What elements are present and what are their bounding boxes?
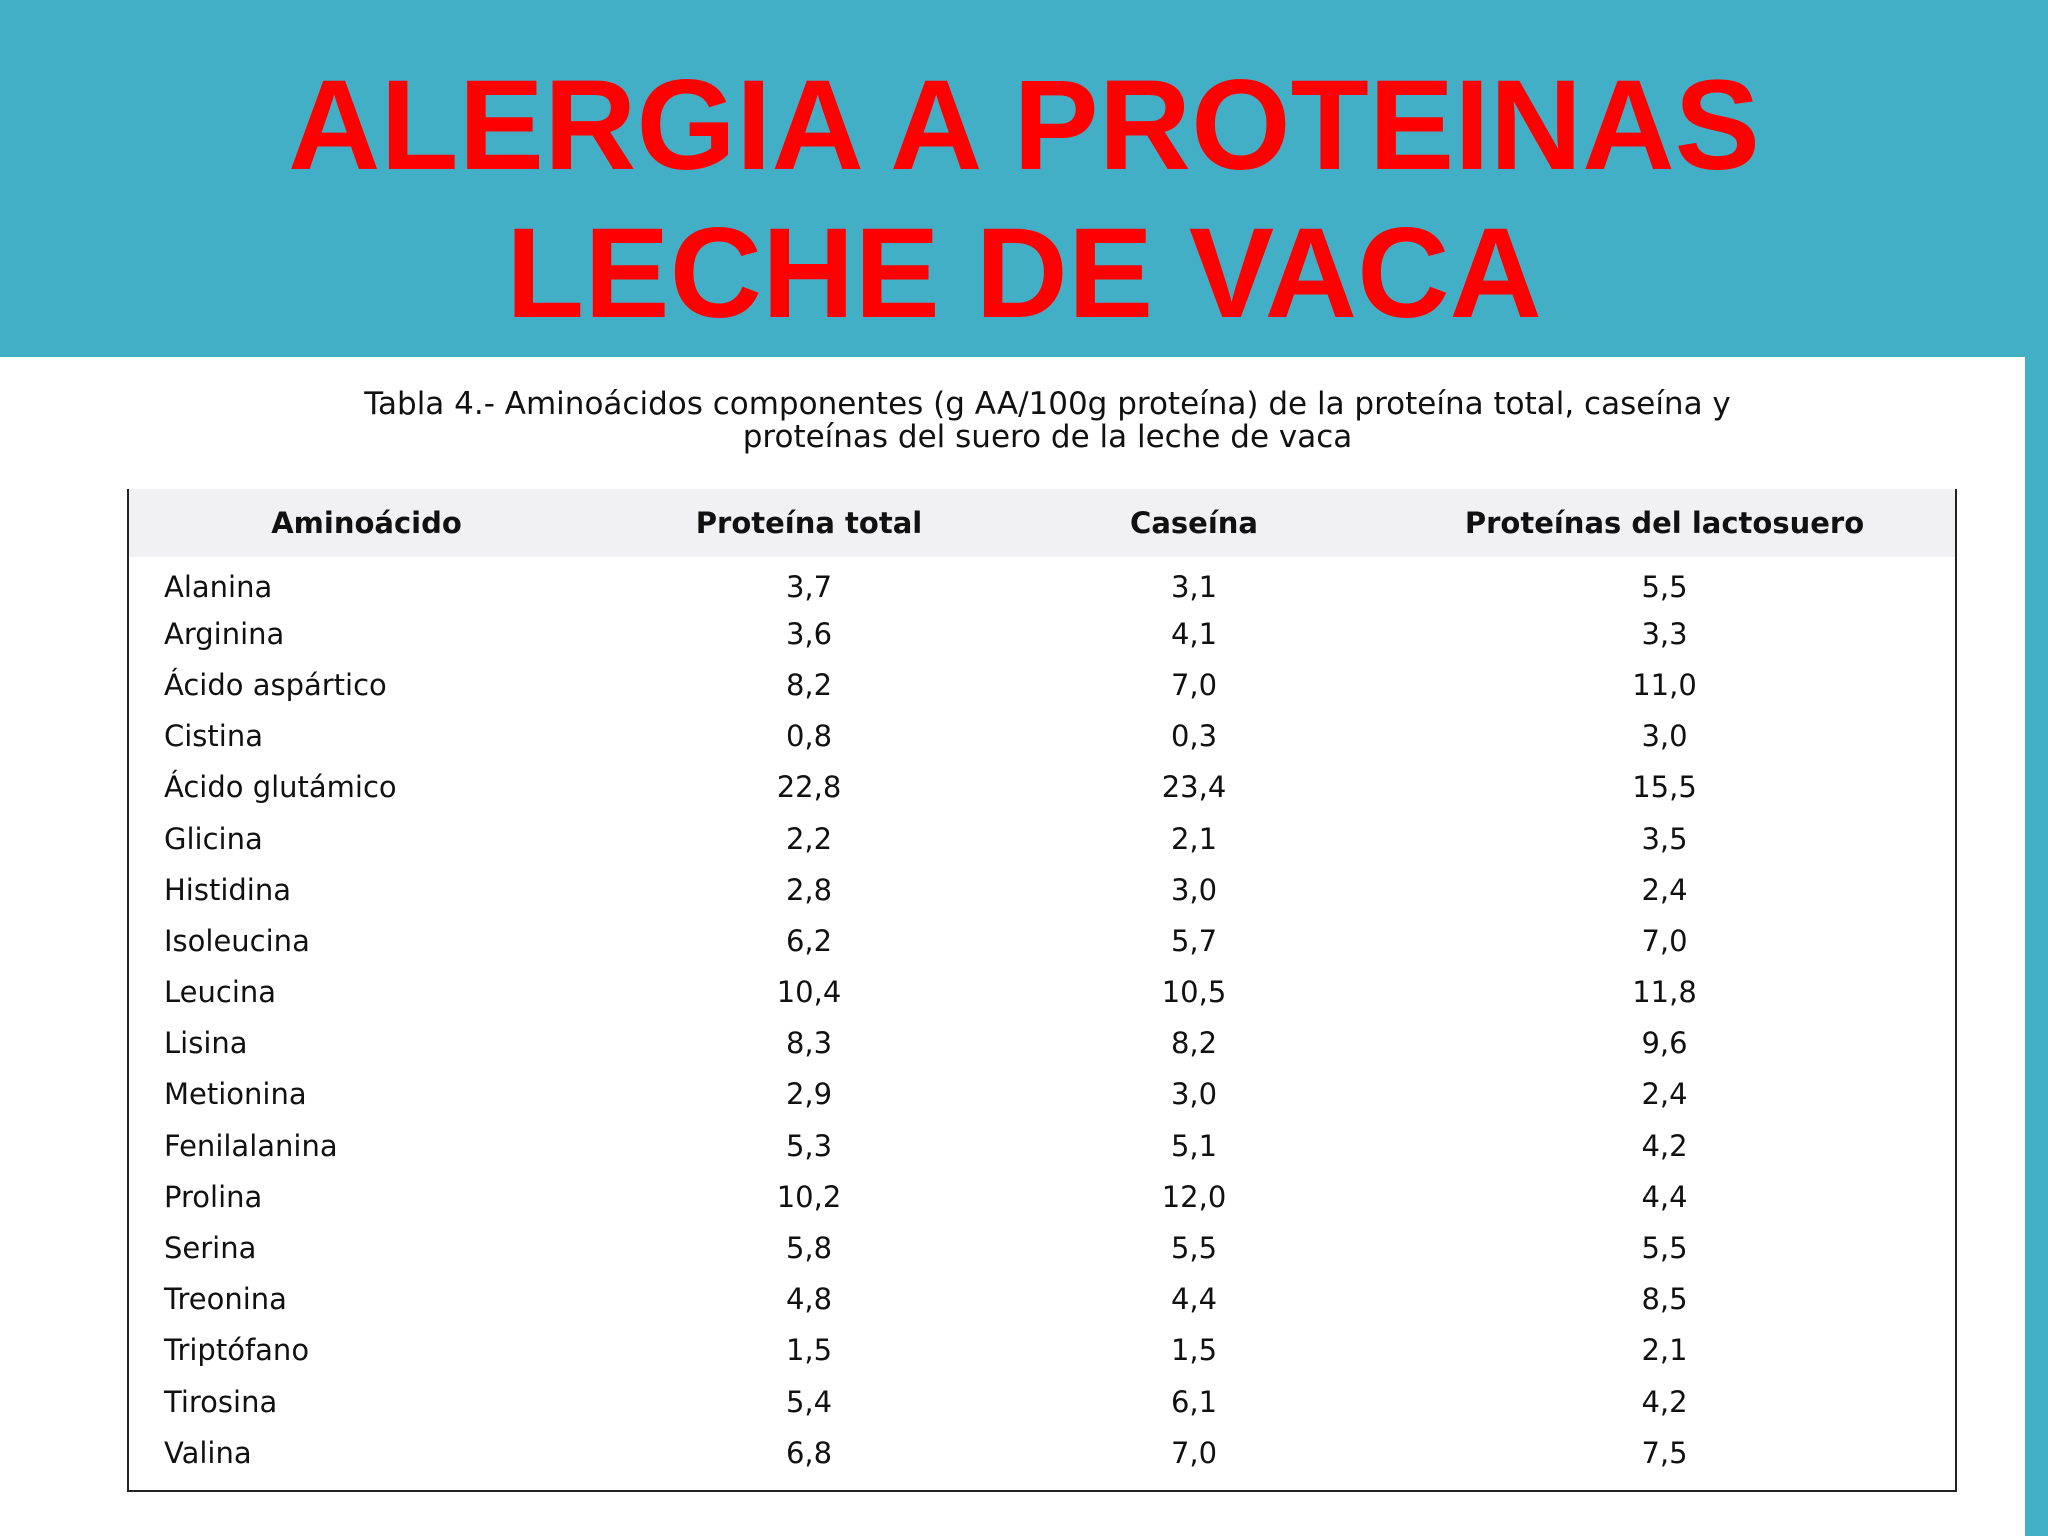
proteina-total-cell: 1,5 — [785, 1333, 833, 1368]
table-row — [129, 557, 1955, 608]
aminoacid-name-cell: Ácido glutámico — [164, 770, 397, 805]
caseina-cell: 3,0 — [1170, 872, 1218, 907]
aminoacid-name-cell: Alanina — [164, 569, 273, 604]
caseina-cell: 3,0 — [1170, 1077, 1218, 1112]
lactosuero-cell: 3,5 — [1641, 821, 1688, 856]
aminoacid-name-cell: Leucina — [164, 975, 277, 1010]
amino-acid-table — [129, 489, 1955, 1478]
table-caption — [140, 388, 1955, 454]
aminoacid-name-cell: Arginina — [164, 616, 285, 651]
lactosuero-cell: 5,5 — [1641, 569, 1688, 604]
caseina-cell: 23,4 — [1161, 770, 1227, 805]
lactosuero-cell: 4,2 — [1641, 1128, 1688, 1163]
lactosuero-cell: 9,6 — [1641, 1026, 1688, 1061]
lactosuero-cell: 8,5 — [1641, 1282, 1688, 1317]
lactosuero-cell: 4,4 — [1641, 1179, 1688, 1214]
caseina-cell: 0,3 — [1170, 719, 1218, 754]
table-caption-line-1: Tabla 4.- Aminoácidos componentes (g AA/100g proteína) de la proteína total, caseína y — [364, 386, 1731, 422]
lactosuero-cell: 11,0 — [1632, 667, 1697, 702]
lactosuero-cell: 3,0 — [1641, 719, 1688, 754]
caseina-cell: 2,1 — [1170, 821, 1218, 856]
lactosuero-cell: 3,3 — [1641, 616, 1688, 651]
aminoacid-name-cell: Treonina — [164, 1282, 287, 1317]
table-row — [129, 711, 1955, 762]
proteina-total-cell: 3,7 — [785, 569, 833, 604]
proteina-total-cell: 2,2 — [785, 821, 833, 856]
table-row — [129, 813, 1955, 864]
proteina-total-cell: 8,3 — [785, 1026, 833, 1061]
table-row — [129, 608, 1955, 659]
table-row — [129, 1325, 1955, 1376]
table-row — [129, 1120, 1955, 1171]
aminoacid-name-cell: Cistina — [164, 719, 263, 754]
caseina-cell: 5,7 — [1170, 923, 1218, 958]
aminoacid-name-cell: Triptófano — [164, 1333, 310, 1368]
lactosuero-cell: 11,8 — [1632, 975, 1697, 1010]
table-row — [129, 659, 1955, 710]
aminoacid-name-cell: Valina — [164, 1435, 252, 1470]
proteina-total-cell: 4,8 — [785, 1282, 833, 1317]
aminoacid-name-cell: Glicina — [164, 821, 263, 856]
caseina-cell: 10,5 — [1161, 975, 1227, 1010]
slide-title-line-2: LECHE DE VACA — [506, 202, 1542, 345]
table-body — [129, 557, 1955, 1478]
proteina-total-cell: 2,9 — [785, 1077, 833, 1112]
caseina-cell: 4,1 — [1170, 616, 1218, 651]
slide-title — [0, 52, 2048, 348]
lactosuero-cell: 5,5 — [1641, 1231, 1688, 1266]
aminoacid-name-cell: Serina — [164, 1231, 257, 1266]
aminoacid-name-cell: Metionina — [164, 1077, 307, 1112]
table-row — [129, 967, 1955, 1018]
caseina-cell: 5,1 — [1170, 1128, 1218, 1163]
header-caseina: Caseína — [1130, 506, 1258, 540]
caseina-cell: 3,1 — [1170, 569, 1218, 604]
proteina-total-cell: 5,3 — [785, 1128, 833, 1163]
table-row — [129, 864, 1955, 915]
proteina-total-cell: 10,4 — [776, 975, 842, 1010]
table-row — [129, 1171, 1955, 1222]
lactosuero-cell: 4,2 — [1641, 1384, 1688, 1419]
proteina-total-cell: 6,8 — [785, 1435, 833, 1470]
header-proteina-total: Proteína total — [695, 506, 923, 540]
table-row — [129, 1069, 1955, 1120]
caseina-cell: 8,2 — [1170, 1026, 1218, 1061]
proteina-total-cell: 5,8 — [785, 1231, 833, 1266]
table-header-row — [129, 489, 1955, 557]
caseina-cell: 7,0 — [1170, 1435, 1218, 1470]
caseina-cell: 12,0 — [1161, 1179, 1227, 1214]
aminoacid-name-cell: Lisina — [164, 1026, 248, 1061]
slide-title-line-1: ALERGIA A PROTEINAS — [287, 54, 1761, 197]
lactosuero-cell: 2,4 — [1641, 1077, 1688, 1112]
proteina-total-cell: 2,8 — [785, 872, 833, 907]
caseina-cell: 4,4 — [1170, 1282, 1218, 1317]
proteina-total-cell: 6,2 — [785, 923, 833, 958]
lactosuero-cell: 7,0 — [1641, 923, 1688, 958]
table-row — [129, 915, 1955, 966]
aminoacid-name-cell: Histidina — [164, 872, 292, 907]
caseina-cell: 7,0 — [1170, 667, 1218, 702]
proteina-total-cell: 22,8 — [776, 770, 842, 805]
proteina-total-cell: 3,6 — [785, 616, 833, 651]
table-row — [129, 1274, 1955, 1325]
proteina-total-cell: 5,4 — [785, 1384, 833, 1419]
table-row — [129, 762, 1955, 813]
aminoacid-name-cell: Isoleucina — [164, 923, 310, 958]
caseina-cell: 1,5 — [1170, 1333, 1218, 1368]
proteina-total-cell: 10,2 — [776, 1179, 842, 1214]
table-caption-line-2: proteínas del suero de la leche de vaca — [742, 419, 1353, 455]
side-accent-bar — [2025, 357, 2048, 1536]
table-row — [129, 1222, 1955, 1273]
table-row — [129, 1376, 1955, 1427]
aminoacid-name-cell: Ácido aspártico — [164, 667, 387, 702]
proteina-total-cell: 8,2 — [785, 667, 833, 702]
header-proteinas-lactosuero: Proteínas del lactosuero — [1464, 506, 1865, 540]
caseina-cell: 6,1 — [1170, 1384, 1218, 1419]
lactosuero-cell: 2,4 — [1641, 872, 1688, 907]
aminoacid-name-cell: Tirosina — [164, 1384, 278, 1419]
lactosuero-cell: 7,5 — [1641, 1435, 1688, 1470]
aminoacid-name-cell: Fenilalanina — [164, 1128, 338, 1163]
aminoacid-name-cell: Prolina — [164, 1179, 263, 1214]
table-row — [129, 1018, 1955, 1069]
lactosuero-cell: 2,1 — [1641, 1333, 1688, 1368]
table-row — [129, 1427, 1955, 1478]
caseina-cell: 5,5 — [1170, 1231, 1218, 1266]
lactosuero-cell: 15,5 — [1632, 770, 1697, 805]
header-aminoacido: Aminoácido — [271, 506, 462, 540]
amino-acid-table-container — [127, 489, 1957, 1492]
proteina-total-cell: 0,8 — [785, 719, 833, 754]
